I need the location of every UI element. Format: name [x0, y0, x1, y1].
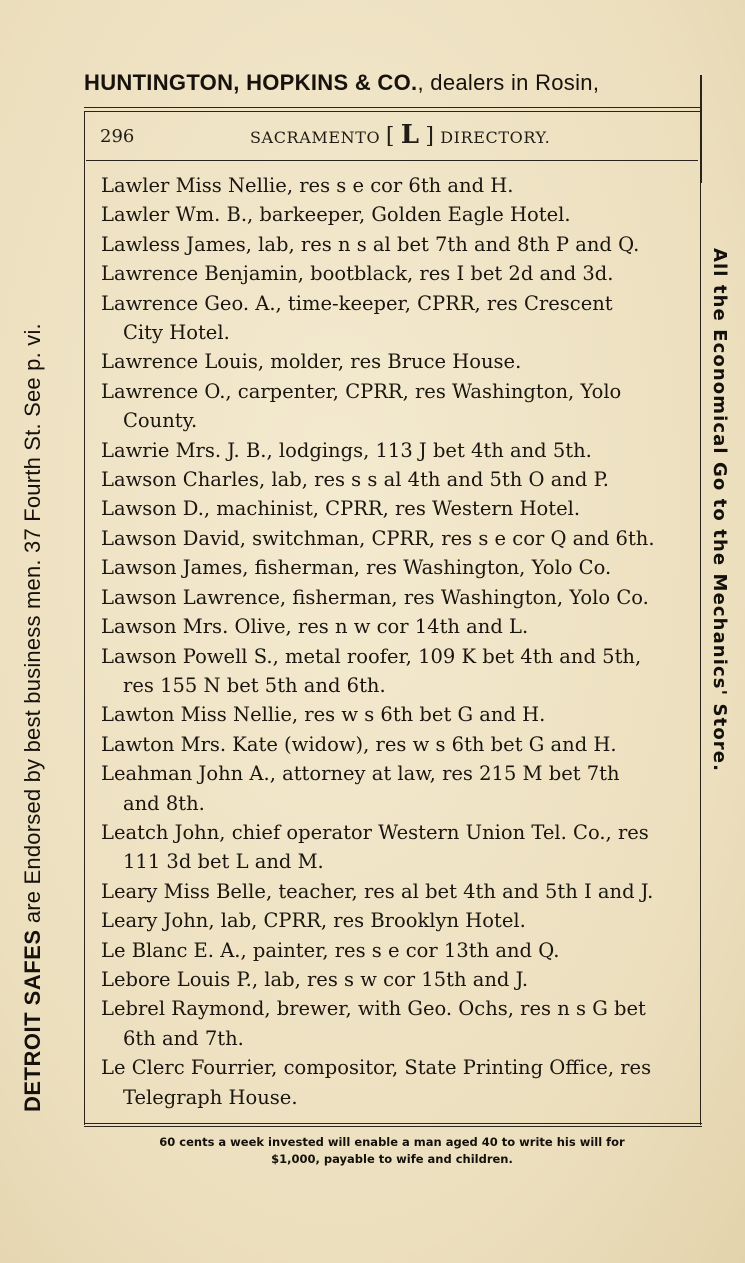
directory-entry	[101, 377, 691, 436]
top-rule	[84, 107, 702, 108]
entry-text: Lawson James, fisherman, res Washington, Yolo Co.	[101, 556, 612, 580]
directory-entry	[101, 730, 691, 759]
left-ad-text: are Endorsed by best business men. 37 Fourth St. See p. vi.	[20, 323, 45, 930]
entry-text: Lawler Miss Nellie, res s e cor 6th and H.	[101, 174, 514, 197]
bracket-open: [	[385, 124, 396, 149]
entry-text: Leary Miss Belle, teacher, res al bet 4th and 5th I and J.	[101, 879, 654, 903]
directory-entry	[101, 1053, 691, 1112]
right-ad-text: All the Economical Go to the Mechanics' Store.	[709, 248, 730, 773]
directory-entry	[101, 818, 691, 877]
entry-continuation: 6th and 7th.	[123, 1026, 244, 1050]
page-number: 296	[100, 126, 135, 147]
entry-text: Lawson Powell S., metal roofer, 109 K bet 4th and 5th,	[101, 644, 642, 668]
entry-text: Lawson Charles, lab, res s s al 4th and 5th O and P.	[101, 468, 609, 492]
entry-text: Lawson David, switchman, CPRR, res s e cor Q and 6th.	[101, 526, 655, 550]
directory-entry	[101, 524, 691, 553]
entry-text: Lawson Mrs. Olive, res n w cor 14th and L.	[101, 615, 529, 639]
entry-text: Lawson D., machinist, CPRR, res Western Hotel.	[101, 497, 581, 521]
directory-entry	[101, 171, 691, 200]
entry-text: Lawton Mrs. Kate (widow), res w s 6th bet G and H.	[101, 732, 617, 756]
entry-text: Lawrie Mrs. J. B., lodgings, 113 J bet 4th and 5th.	[101, 438, 592, 462]
directory-entry	[101, 877, 691, 906]
directory-entry	[101, 936, 691, 965]
directory-entry	[101, 906, 691, 935]
directory-entry	[101, 642, 691, 701]
directory-entry	[101, 965, 691, 994]
entry-continuation: City Hotel.	[123, 321, 230, 345]
running-header	[84, 70, 744, 96]
directory-entry	[101, 612, 691, 641]
header-trade-text: , dealers in Rosin,	[417, 70, 600, 95]
top-rule-double	[84, 111, 702, 112]
directory-title	[250, 120, 550, 150]
entry-text: Lawton Miss Nellie, res w s 6th bet G and H.	[101, 703, 546, 727]
directory-entry	[101, 553, 691, 582]
left-margin-advertisement	[20, 112, 64, 1112]
right-margin-advertisement	[690, 248, 730, 1048]
directory-entry	[101, 494, 691, 523]
bracket-close: ]	[425, 124, 435, 149]
entry-text: Le Blanc E. A., painter, res s e cor 13th and Q.	[101, 938, 560, 962]
footer-line-2: $1,000, payable to wife and children.	[271, 1152, 513, 1166]
entry-text: Leahman John A., attorney at law, res 215 M bet 7th	[101, 762, 620, 786]
bottom-rule-double	[84, 1126, 702, 1127]
directory-entry	[101, 289, 691, 348]
directory-entry	[101, 994, 691, 1053]
directory-entry	[101, 436, 691, 465]
directory-entry	[101, 200, 691, 229]
page-heading	[86, 120, 698, 154]
header-firm-name: HUNTINGTON, HOPKINS & CO.	[84, 70, 418, 95]
directory-entry	[101, 465, 691, 494]
entry-text: Lebrel Raymond, brewer, with Geo. Ochs, res n s G bet	[101, 997, 646, 1021]
heading-rule	[86, 160, 698, 161]
frame-left-rule	[84, 111, 85, 1125]
directory-word: DIRECTORY.	[440, 128, 551, 147]
entry-text: Lawler Wm. B., barkeeper, Golden Eagle Hotel.	[101, 203, 571, 227]
left-ad-brand: DETROIT SAFES	[20, 929, 45, 1112]
directory-entry	[101, 759, 691, 818]
entry-text: Lawrence Benjamin, bootblack, res I bet 2d and 3d.	[101, 262, 614, 286]
bottom-rule	[84, 1123, 702, 1124]
entry-continuation: County.	[123, 409, 198, 433]
directory-entry	[101, 583, 691, 612]
city-name: SACRAMENTO	[250, 128, 381, 147]
entry-text: Lawrence Louis, molder, res Bruce House.	[101, 350, 522, 374]
entry-text: Lebore Louis P., lab, res s w cor 15th and J.	[101, 967, 529, 991]
entry-text: Leary John, lab, CPRR, res Brooklyn Hotel.	[101, 909, 526, 933]
footer-line-1: 60 cents a week invested will enable a man aged 40 to write his will for	[159, 1135, 625, 1149]
directory-entry	[101, 347, 691, 376]
entry-continuation: 111 3d bet L and M.	[123, 850, 324, 874]
directory-entry	[101, 230, 691, 259]
entry-continuation: Telegraph House.	[123, 1085, 298, 1109]
entry-continuation: res 155 N bet 5th and 6th.	[123, 673, 386, 697]
entry-text: Le Clerc Fourrier, compositor, State Printing Office, res	[101, 1056, 652, 1080]
entry-text: Leatch John, chief operator Western Union Tel. Co., res	[101, 820, 649, 844]
directory-entry	[101, 700, 691, 729]
footer-advertisement	[86, 1134, 698, 1168]
section-letter: L	[400, 120, 420, 150]
entry-text: Lawrence Geo. A., time-keeper, CPRR, res Crescent	[101, 291, 613, 315]
directory-entry	[101, 259, 691, 288]
entry-text: Lawless James, lab, res n s al bet 7th and 8th P and Q.	[101, 232, 640, 256]
entry-text: Lawrence O., carpenter, CPRR, res Washington, Yolo	[101, 379, 622, 403]
entry-text: Lawson Lawrence, fisherman, res Washington, Yolo Co.	[101, 585, 649, 609]
entry-continuation: and 8th.	[123, 791, 205, 815]
directory-entries	[101, 171, 691, 1112]
